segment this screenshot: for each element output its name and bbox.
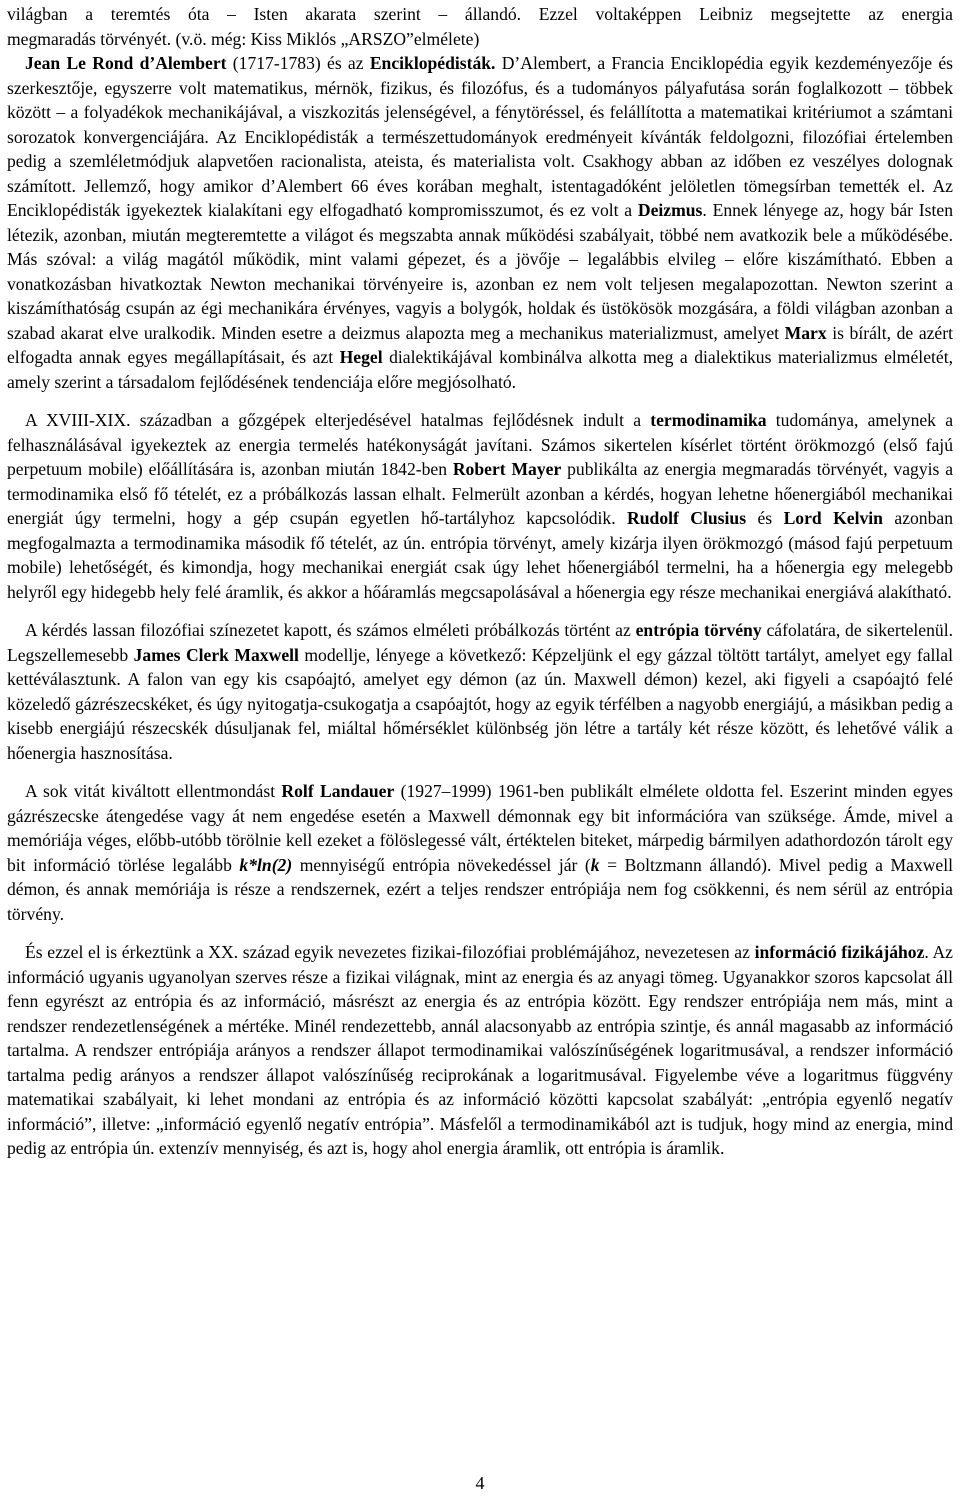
page-number: 4 bbox=[475, 1473, 485, 1493]
paragraph-termodinamika: A XVIII-XIX. században a gőzgépek elterjedésével hatalmas fejlődésnek indult a termodinamika tudománya, amelynek a felhasználásával igyekeztek az energia termelés hatékonyságát javítani. Számos sikertelen kísérlet történt örökmozgó (első fajú perpetuum mobile) előállítására is, azonban miután 1842-ben Robert Mayer publikálta az energia megmaradás törvényét, vagyis a termodinamika első fő tételét, ez a próbálkozás lassan elhalt. Felmerült azonban a kérdés, hogyan lehetne hőenergiából mechanikai energiát úgy termelni, hogy a gép csupán egyetlen hő-tartályhoz kapcsolódik. Rudolf Clusius és Lord Kelvin azonban megfogalmazta a termodinamika második fő tételét, az ún. entrópia törvényt, amely kizárja ilyen örökmozgó (másod fajú perpetuum mobile) lehetőségét, és kimondja, hogy mechanikai energiát csak úgy lehet hőenergiából termelni, ha a hőenergia egy melegebb helyről egy hidegebb hely felé áramlik, és akkor a hőáramlás megcsapolásával a hőenergia egy része mechanikai energiává alakítható. bbox=[7, 410, 954, 602]
term-termodinamika: termodinamika bbox=[650, 410, 767, 430]
paragraph-alembert: Jean Le Rond d’Alembert (1717-1783) és az Enciklopédisták. D’Alembert, a Francia Enciklopédia egyik kezdeményezője és szerkesztője, egyszerre volt matematikus, mérnök, fizikus, és filozófus, és a tudományos pályafutása során foglalkozott – többek között – a folyadékok mechanikájával, a viszkozitás jelenségével, a fénytöréssel, és felállította a matematikai kritériumot a számtani sorozatok konvergenciájára. Az Enciklopédisták a természettudományok eredményeit kívánták feldolgozni, filozófiai értelemben pedig a szemléletmódjuk alapvetően racionalista, ateista, és materialista volt. Csakhogy abban az időben ez veszélyes dolognak számított. Jellemző, hogy amikor d’Alembert 66 éves korában meghalt, istentagadóként jelöletlen tömegsírban temették el. Az Enciklopédisták igyekeztek kialakítani egy elfogadható kompromisszumot, és ez volt a Deizmus. Ennek lényege az, hogy bár Isten létezik, azonban, miután megteremtette a világot és megszabta annak működési szabályait, többé nem avatkozik bele a működésébe. Más szóval: a világ magától működik, mint valami gépezet, és a jövője – legalábbis elvileg – előre kiszámítható. Ebben a vonatkozásban hivatkoztak Newton mechanikai törvényeire is, azonban ez nem volt teljesen megalapozottan. Newton szerint a kiszámíthatóság csupán az égi mechanikára érvényes, vagyis a bolygók, holdak és üstökösök mozgására, a földi világban azonban a szabad akarat elve uralkodik. Minden esetre a deizmus alapozta meg a mechanikus materializmust, amelyet Marx is bírált, de azért elfogadta annak egyes megállapításait, és azt Hegel dialektikájával kombinálva alkotta meg a dialektikus materializmus elméletét, amely szerint a társadalom fejlődésének tendenciája előre megjósolható. bbox=[7, 53, 954, 392]
name-robert-mayer: Robert Mayer bbox=[452, 459, 562, 479]
term-entropia-torveny: entrópia törvény bbox=[635, 620, 762, 640]
name-alembert: Jean Le Rond d’Alembert bbox=[25, 53, 227, 73]
name-hegel: Hegel bbox=[339, 347, 383, 367]
paragraph-informacio: És ezzel el is érkeztünk a XX. század egyik nevezetes fizikai-filozófiai problémájához, nevezetesen az információ fizikájához. Az információ ugyanis ugyanolyan szerves része a fizikai világnak, mint az energia és az anyagi tömeg. Ugyanakkor szoros kapcsolat áll fenn egyrészt az entrópia és az információ, másrészt az energia és az entrópia között. Egy rendszer entrópiája nem más, mint a rendszer rendezetlenségének a mértéke. Minél rendezettebb, annál alacsonyabb az entrópia szintje, és annál magasabb az információ tartalma. A rendszer entrópiája arányos a rendszer állapot termodinamikai valószínűségének logaritmusával, a rendszer információ tartalma pedig arányos a rendszer állapot valószínűség reciprokának a logaritmusával. Figyelembe véve a logaritmus függvény matematikai szabályait, ki lehet mondani az entrópia és az információ közötti kapcsolat szabályát: „entrópia egyenlő negatív információ”, illetve: „információ egyenlő negatív entrópia”. Másfelől a termodinamikából azt is tudjuk, hogy mind az energia, mind pedig az entrópia ún. extenzív mennyiség, és azt is, hogy ahol energia áramlik, ott entrópia is áramlik. bbox=[7, 942, 953, 1158]
paragraph-maxwell: A kérdés lassan filozófiai színezetet kapott, és számos elméleti próbálkozás történt az entrópia törvény cáfolatára, de sikertelenül. Legszellemesebb James Clerk Maxwell modellje, lényege a következő: Képzeljünk el egy gázzal töltött tartályt, amelyet egy fallal kettéválasztunk. A falon van egy kis csapóajtó, amelyet egy démon (az ún. Maxwell démon) kezel, aki figyeli a csapóajtó felé közeledő gázrészecskéket, és úgy nyitogatja-csukogatja a csapóajtót, hogy az egyik térfélben a nagyobb energiájú, a másikban pedig a kisebb energiájú részecskék dúsuljanak fel, miáltal hőmérséklet különbség jön létre a tartály két része között, és lehetővé válik a hőenergia hasznosítása. bbox=[7, 620, 953, 763]
intro-line-1: világban a teremtés óta – Isten akarata szerint – állandó. Ezzel voltaképpen Leibniz megsejtette az energia bbox=[7, 4, 953, 24]
name-rolf-landauer: Rolf Landauer bbox=[281, 781, 395, 801]
name-marx: Marx bbox=[784, 322, 827, 343]
name-maxwell: James Clerk Maxwell bbox=[133, 644, 299, 665]
term-enciklopedistak: Enciklopédisták. bbox=[369, 53, 496, 73]
paragraph-landauer: A sok vitát kiváltott ellentmondást Rolf Landauer (1927–1999) 1961-ben publikált elmélete oldotta fel. Eszerint minden egyes gázrészecske átengedése vagy át nem engedése esetén a Maxwell démonnak egy bit információra van szüksége. Ámde, mivel a memóriája véges, előbb-utóbb törölnie kell ezeket a fölöslegessé vált, értéktelen biteket, márpedig bármilyen adathordozón tárolt egy bit információ törlése legalább k*ln(2) mennyiségű entrópia növekedéssel jár (k = Boltzmann állandó). Mivel pedig a Maxwell démon, és annak memóriája is része a rendszernek, ezért a teljes rendszer entrópiája nem fog csökkenni, és nem sérül az entrópia törvény. bbox=[7, 781, 954, 924]
name-lord-kelvin: Lord Kelvin bbox=[783, 508, 883, 528]
formula-kln2: k*ln(2) bbox=[239, 854, 293, 875]
symbol-k: k bbox=[590, 854, 600, 875]
name-rudolf-clusius: Rudolf Clusius bbox=[627, 508, 747, 528]
intro-line-2: megmaradás törvényét. (v.ö. még: Kiss Miklós „ARSZO”elmélete) bbox=[7, 28, 480, 49]
term-informacio-fizikaja: információ fizikájához bbox=[754, 942, 925, 962]
term-deizmus: Deizmus bbox=[637, 200, 703, 220]
